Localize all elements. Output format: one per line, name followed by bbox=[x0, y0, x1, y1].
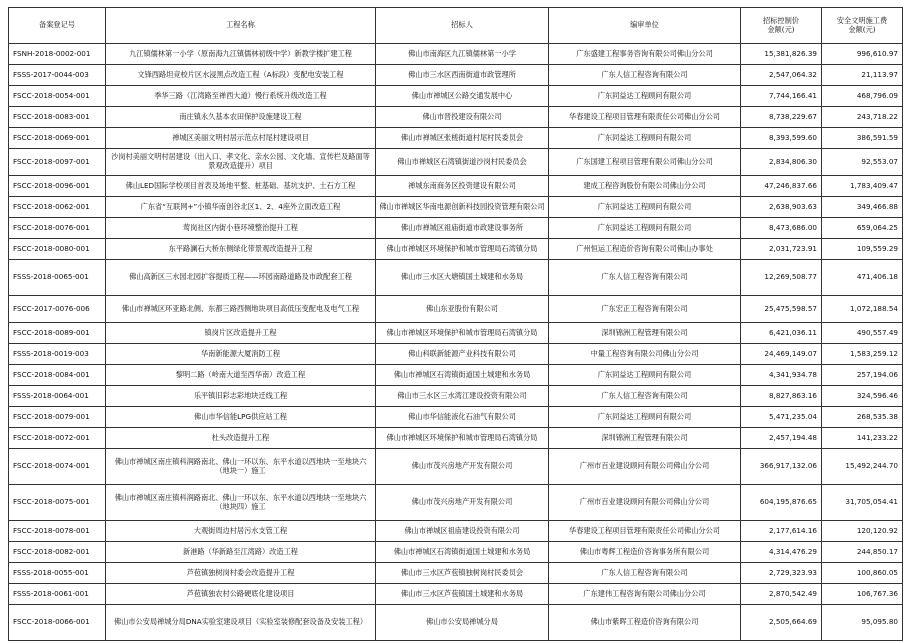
cell-compiling-unit: 广东国建工程项目管理有限公司佛山分公司 bbox=[549, 149, 741, 176]
table-row bbox=[9, 149, 903, 176]
cell-project-name: 杜头改造提升工程 bbox=[106, 428, 376, 449]
cell-control-price: 25,475,598.57 bbox=[741, 296, 822, 323]
cell-compiling-unit: 广东同益达工程顾问有限公司 bbox=[549, 197, 741, 218]
cell-compiling-unit: 广东同益达工程顾问有限公司 bbox=[549, 86, 741, 107]
cell-project-name: 华南新能源大厦消防工程 bbox=[106, 344, 376, 365]
table-row bbox=[9, 260, 903, 296]
cell-registration-code: FSSS-2018-0065-001 bbox=[9, 260, 106, 296]
cell-registration-code: FSNH-2018-0002-001 bbox=[9, 44, 106, 65]
cell-compiling-unit: 广东宏正工程咨询有限公司 bbox=[549, 296, 741, 323]
cell-project-name: 佛山高新区三水园北园扩容提质工程——环园南路道路及市政配套工程 bbox=[106, 260, 376, 296]
cell-tendering-party: 佛山东亚股份有限公司 bbox=[376, 296, 549, 323]
table-row bbox=[9, 323, 903, 344]
cell-safety-fee: 1,583,259.12 bbox=[822, 344, 903, 365]
cell-tendering-party: 佛山市禅城区环境保护和城市管理局石湾镇分局 bbox=[376, 239, 549, 260]
table-row bbox=[9, 386, 903, 407]
tender-record-table-sheet bbox=[8, 7, 902, 641]
cell-compiling-unit: 广东建伟工程咨询有限公司佛山分公司 bbox=[549, 584, 741, 605]
cell-compiling-unit: 佛山市粤辉工程造价咨询事务所有限公司 bbox=[549, 542, 741, 563]
cell-registration-code: FSCC-2018-0078-001 bbox=[9, 521, 106, 542]
cell-control-price: 4,341,934.78 bbox=[741, 365, 822, 386]
cell-project-name: 佛山市禅城区南庄镇科润路南北、佛山一环以东、东平水道以西地块一至地块六（地块四）施工 bbox=[106, 485, 376, 521]
cell-registration-code: FSCC-2018-0079-001 bbox=[9, 407, 106, 428]
cell-control-price: 2,177,614.16 bbox=[741, 521, 822, 542]
cell-control-price: 8,473,686.00 bbox=[741, 218, 822, 239]
cell-project-name: 佛山市禅城区环亚路北侧、东都三路西侧地块项目高低压变配电及电气工程 bbox=[106, 296, 376, 323]
header-control-price: 招标控制价 金额(元) bbox=[741, 8, 822, 44]
table-row bbox=[9, 449, 903, 485]
cell-compiling-unit: 佛山市紫晖工程造价咨询有限公司 bbox=[549, 605, 741, 641]
table-row bbox=[9, 605, 903, 641]
cell-project-name: 乐平镇旧彩志彩地块迁线工程 bbox=[106, 386, 376, 407]
cell-safety-fee: 106,767.36 bbox=[822, 584, 903, 605]
cell-compiling-unit: 广东同益达工程顾问有限公司 bbox=[549, 218, 741, 239]
cell-tendering-party: 佛山市禅城区公路交通发展中心 bbox=[376, 86, 549, 107]
cell-control-price: 2,457,194.48 bbox=[741, 428, 822, 449]
cell-safety-fee: 1,783,409.47 bbox=[822, 176, 903, 197]
cell-tendering-party: 佛山市三水区西南街道市政管理所 bbox=[376, 65, 549, 86]
cell-compiling-unit: 广东同益达工程顾问有限公司 bbox=[549, 365, 741, 386]
cell-safety-fee: 243,718.22 bbox=[822, 107, 903, 128]
cell-registration-code: FSSS-2018-0061-001 bbox=[9, 584, 106, 605]
cell-compiling-unit: 华春建设工程项目管理有限责任公司佛山分公司 bbox=[549, 521, 741, 542]
cell-project-name: 南庄镇永久基本农田保护设施建设工程 bbox=[106, 107, 376, 128]
cell-safety-fee: 996,610.97 bbox=[822, 44, 903, 65]
cell-registration-code: FSCC-2018-0089-001 bbox=[9, 323, 106, 344]
cell-control-price: 4,314,476.29 bbox=[741, 542, 822, 563]
cell-safety-fee: 92,553.07 bbox=[822, 149, 903, 176]
cell-compiling-unit: 深圳锦洲工程管理有限公司 bbox=[549, 323, 741, 344]
table-row bbox=[9, 584, 903, 605]
cell-registration-code: FSSS-2018-0064-001 bbox=[9, 386, 106, 407]
cell-control-price: 604,195,876.65 bbox=[741, 485, 822, 521]
cell-safety-fee: 1,072,188.54 bbox=[822, 296, 903, 323]
cell-safety-fee: 268,535.38 bbox=[822, 407, 903, 428]
cell-registration-code: FSCC-2018-0096-001 bbox=[9, 176, 106, 197]
cell-tendering-party: 佛山市晋投建设有限公司 bbox=[376, 107, 549, 128]
cell-compiling-unit: 广东同益达工程顾问有限公司 bbox=[549, 407, 741, 428]
cell-registration-code: FSCC-2018-0066-001 bbox=[9, 605, 106, 641]
header-safety-fee: 安全文明施工费 金额(元) bbox=[822, 8, 903, 44]
cell-registration-code: FSCC-2018-0083-001 bbox=[9, 107, 106, 128]
cell-tendering-party: 佛山市禅城区华南电源创新科技园投资管理有限公司 bbox=[376, 197, 549, 218]
cell-registration-code: FSCC-2018-0082-001 bbox=[9, 542, 106, 563]
table-row bbox=[9, 365, 903, 386]
cell-compiling-unit: 广东人信工程咨询有限公司 bbox=[549, 65, 741, 86]
header-row bbox=[9, 8, 903, 44]
cell-tendering-party: 佛山市三水区三水湾江建设投资有限公司 bbox=[376, 386, 549, 407]
cell-safety-fee: 386,591.59 bbox=[822, 128, 903, 149]
cell-project-name: 莺岗社区内街小巷环境整治提升工程 bbox=[106, 218, 376, 239]
cell-registration-code: FSCC-2018-0080-001 bbox=[9, 239, 106, 260]
cell-project-name: 沙岗村美丽文明村居建设（出入口、孝文化、亲水公园、文化墙、宣传栏及路面等景观改造提升）项目 bbox=[106, 149, 376, 176]
cell-compiling-unit: 广州恒运工程造价咨询有限公司佛山办事处 bbox=[549, 239, 741, 260]
table-row bbox=[9, 542, 903, 563]
cell-tendering-party: 佛山市南海区九江镇儒林第一小学 bbox=[376, 44, 549, 65]
cell-tendering-party: 佛山市茂兴房地产开发有限公司 bbox=[376, 485, 549, 521]
cell-safety-fee: 21,113.97 bbox=[822, 65, 903, 86]
cell-project-name: 文锋西路坦竞校片区水浸黑点改造工程（A标段）变配电安装工程 bbox=[106, 65, 376, 86]
table-row bbox=[9, 65, 903, 86]
cell-registration-code: FSCC-2018-0072-001 bbox=[9, 428, 106, 449]
cell-registration-code: FSCC-2018-0076-001 bbox=[9, 218, 106, 239]
cell-project-name: 九江镇儒林第一小学（原南海九江镇儒林初级中学）新教学楼扩建工程 bbox=[106, 44, 376, 65]
cell-control-price: 47,246,837.66 bbox=[741, 176, 822, 197]
cell-registration-code: FSCC-2018-0069-001 bbox=[9, 128, 106, 149]
cell-safety-fee: 490,557.49 bbox=[822, 323, 903, 344]
cell-control-price: 2,729,323.93 bbox=[741, 563, 822, 584]
cell-project-name: 广东省“互联网+”小镇华南创谷北区1、2、4座外立面改造工程 bbox=[106, 197, 376, 218]
cell-safety-fee: 324,596.46 bbox=[822, 386, 903, 407]
cell-registration-code: FSCC-2018-0062-001 bbox=[9, 197, 106, 218]
cell-tendering-party: 佛山市茂兴房地产开发有限公司 bbox=[376, 449, 549, 485]
cell-control-price: 2,638,903.63 bbox=[741, 197, 822, 218]
cell-project-name: 佛山市禅城区南庄镇科润路南北、佛山一环以东、东平水道以西地块一至地块六（地块一）施工 bbox=[106, 449, 376, 485]
cell-control-price: 12,269,508.77 bbox=[741, 260, 822, 296]
cell-tendering-party: 佛山市禅城区石湾镇街道沙岗村民委员会 bbox=[376, 149, 549, 176]
cell-control-price: 8,827,863.16 bbox=[741, 386, 822, 407]
table-row bbox=[9, 344, 903, 365]
cell-registration-code: FSSS-2017-0044-003 bbox=[9, 65, 106, 86]
cell-control-price: 8,738,229.67 bbox=[741, 107, 822, 128]
cell-compiling-unit: 广东人信工程咨询有限公司 bbox=[549, 260, 741, 296]
cell-registration-code: FSCC-2017-0076-006 bbox=[9, 296, 106, 323]
table-row bbox=[9, 218, 903, 239]
cell-project-name: 佛山LED国际学校项目首表及场地平整、桩基础、基坑支护、土石方工程 bbox=[106, 176, 376, 197]
header-project: 工程名称 bbox=[106, 8, 376, 44]
cell-registration-code: FSCC-2018-0084-001 bbox=[9, 365, 106, 386]
cell-registration-code: FSCC-2018-0054-001 bbox=[9, 86, 106, 107]
cell-compiling-unit: 深圳锦洲工程管理有限公司 bbox=[549, 428, 741, 449]
table-row bbox=[9, 128, 903, 149]
cell-tendering-party: 佛山市三水区芦苞镇独树岗村民委员会 bbox=[376, 563, 549, 584]
cell-project-name: 东平路澜石大桥东侧绿化带景观改造提升工程 bbox=[106, 239, 376, 260]
cell-compiling-unit: 广东盛建工程事务咨询有限公司佛山分公司 bbox=[549, 44, 741, 65]
cell-safety-fee: 100,860.05 bbox=[822, 563, 903, 584]
cell-project-name: 佛山市公安局禅城分局DNA实验室建设项目（实验室装修配套设备及安装工程） bbox=[106, 605, 376, 641]
cell-safety-fee: 244,850.17 bbox=[822, 542, 903, 563]
cell-project-name: 镇岗片区改造提升工程 bbox=[106, 323, 376, 344]
header-code: 备案登记号 bbox=[9, 8, 106, 44]
cell-compiling-unit: 广州市百业建设顾问有限公司佛山分公司 bbox=[549, 485, 741, 521]
cell-control-price: 8,393,599.60 bbox=[741, 128, 822, 149]
cell-compiling-unit: 广东人信工程咨询有限公司 bbox=[549, 563, 741, 584]
cell-compiling-unit: 广东人信工程咨询有限公司 bbox=[549, 386, 741, 407]
cell-safety-fee: 471,406.18 bbox=[822, 260, 903, 296]
table-body bbox=[9, 44, 903, 641]
cell-tendering-party: 佛山市禅城区环境保护和城市管理局石湾镇分局 bbox=[376, 428, 549, 449]
cell-tendering-party: 佛山市禅城区张槎街道村尾村民委员会 bbox=[376, 128, 549, 149]
cell-safety-fee: 15,492,244.70 bbox=[822, 449, 903, 485]
cell-tendering-party: 佛山市禅城区环境保护和城市管理局石湾镇分局 bbox=[376, 323, 549, 344]
cell-compiling-unit: 广东同益达工程顾问有限公司 bbox=[549, 128, 741, 149]
cell-tendering-party: 佛山市禅城区石湾镇街道国土城建和水务局 bbox=[376, 365, 549, 386]
table-row bbox=[9, 428, 903, 449]
cell-tendering-party: 佛山市华信能液化石油气有限公司 bbox=[376, 407, 549, 428]
cell-registration-code: FSSS-2018-0055-001 bbox=[9, 563, 106, 584]
cell-control-price: 2,834,806.30 bbox=[741, 149, 822, 176]
cell-registration-code: FSCC-2018-0097-001 bbox=[9, 149, 106, 176]
header-client: 招标人 bbox=[376, 8, 549, 44]
cell-safety-fee: 95,095.80 bbox=[822, 605, 903, 641]
cell-compiling-unit: 中量工程咨询有限公司佛山分公司 bbox=[549, 344, 741, 365]
cell-tendering-party: 佛山科联新能源产业科技有限公司 bbox=[376, 344, 549, 365]
cell-control-price: 7,744,166.41 bbox=[741, 86, 822, 107]
cell-control-price: 15,381,826.39 bbox=[741, 44, 822, 65]
cell-registration-code: FSCC-2018-0075-001 bbox=[9, 485, 106, 521]
cell-control-price: 24,469,149.07 bbox=[741, 344, 822, 365]
table-row bbox=[9, 485, 903, 521]
cell-safety-fee: 31,705,054.41 bbox=[822, 485, 903, 521]
cell-control-price: 2,870,542.49 bbox=[741, 584, 822, 605]
table-row bbox=[9, 239, 903, 260]
tender-record-table bbox=[8, 7, 903, 641]
header-compiler: 编审单位 bbox=[549, 8, 741, 44]
cell-project-name: 大观街周边村居污水支管工程 bbox=[106, 521, 376, 542]
cell-safety-fee: 120,120.92 bbox=[822, 521, 903, 542]
cell-safety-fee: 109,559.29 bbox=[822, 239, 903, 260]
table-row bbox=[9, 197, 903, 218]
cell-safety-fee: 468,796.09 bbox=[822, 86, 903, 107]
table-row bbox=[9, 563, 903, 584]
cell-control-price: 5,471,235.04 bbox=[741, 407, 822, 428]
cell-tendering-party: 佛山市三水区芦苞镇国土城建和水务局 bbox=[376, 584, 549, 605]
cell-safety-fee: 349,466.88 bbox=[822, 197, 903, 218]
cell-project-name: 季华三路（江湾路至禅西大道）慢行系统升级改造工程 bbox=[106, 86, 376, 107]
cell-tendering-party: 佛山市公安局禅城分局 bbox=[376, 605, 549, 641]
cell-project-name: 新港路（华新路至江湾路）改造工程 bbox=[106, 542, 376, 563]
cell-compiling-unit: 华春建设工程项目管理有限责任公司佛山分公司 bbox=[549, 107, 741, 128]
cell-tendering-party: 佛山市禅城区祖庙街道市政建设事务所 bbox=[376, 218, 549, 239]
cell-project-name: 佛山市华信能LPG供应站工程 bbox=[106, 407, 376, 428]
cell-control-price: 366,917,132.06 bbox=[741, 449, 822, 485]
cell-registration-code: FSSS-2018-0019-003 bbox=[9, 344, 106, 365]
table-row bbox=[9, 107, 903, 128]
cell-tendering-party: 佛山市三水区大塘镇国土城建和水务局 bbox=[376, 260, 549, 296]
cell-project-name: 黎明二路（岭南大道至西华南）改造工程 bbox=[106, 365, 376, 386]
cell-compiling-unit: 广州市百业建设顾问有限公司佛山分公司 bbox=[549, 449, 741, 485]
cell-project-name: 禅城区美丽文明村居示范点村尾村建设项目 bbox=[106, 128, 376, 149]
table-header bbox=[9, 8, 903, 44]
table-row bbox=[9, 176, 903, 197]
table-row bbox=[9, 86, 903, 107]
cell-safety-fee: 659,064.25 bbox=[822, 218, 903, 239]
cell-control-price: 2,547,064.32 bbox=[741, 65, 822, 86]
cell-registration-code: FSCC-2018-0074-001 bbox=[9, 449, 106, 485]
table-row bbox=[9, 296, 903, 323]
cell-project-name: 芦苞镇独树岗村委会改造提升工程 bbox=[106, 563, 376, 584]
cell-tendering-party: 禅城东南商务区投资建设有限公司 bbox=[376, 176, 549, 197]
cell-control-price: 6,421,036.11 bbox=[741, 323, 822, 344]
cell-compiling-unit: 建成工程咨询股份有限公司佛山分公司 bbox=[549, 176, 741, 197]
cell-control-price: 2,505,664.69 bbox=[741, 605, 822, 641]
cell-tendering-party: 佛山市禅城区祖庙建设投资有限公司 bbox=[376, 521, 549, 542]
cell-project-name: 芦苞镇独农村公路硬底化建设项目 bbox=[106, 584, 376, 605]
cell-tendering-party: 佛山市禅城区石湾镇街道国土城建和水务局 bbox=[376, 542, 549, 563]
cell-safety-fee: 257,194.06 bbox=[822, 365, 903, 386]
table-row bbox=[9, 521, 903, 542]
cell-control-price: 2,031,723.91 bbox=[741, 239, 822, 260]
table-row bbox=[9, 407, 903, 428]
cell-safety-fee: 141,233.22 bbox=[822, 428, 903, 449]
table-row bbox=[9, 44, 903, 65]
